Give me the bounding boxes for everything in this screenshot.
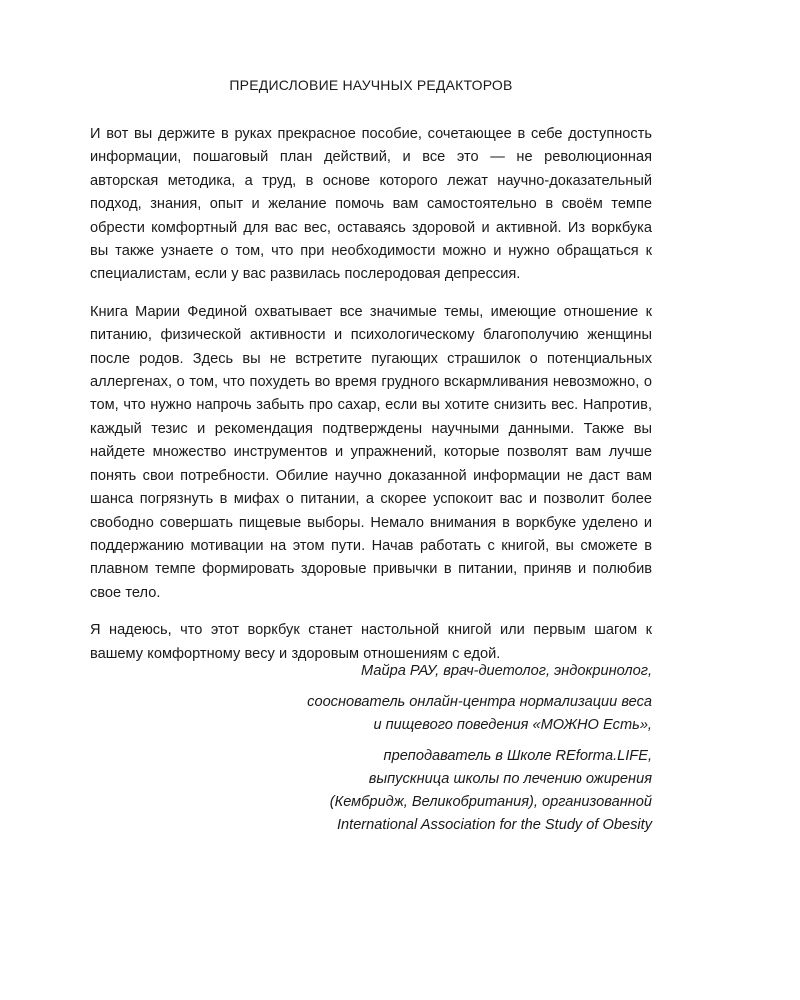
paragraph-3: Я надеюсь, что этот воркбук станет настольной книгой или первым шагом к вашему комфортному весу и здоровым отношениям с едой.	[90, 622, 652, 662]
paragraph-1: И вот вы держите в руках прекрасное пособие, сочетающее в себе доступность информации, пошаговый план действий, и все это — не революционная авторская методика, а труд, в основе которого лежат научно-доказательный подход, знания, опыт и желание помочь вам самостоятельно в своём темпе обрести комфортный для вас вес, оставаясь здоровой и активной. Из воркбука вы также узнаете о том, что при необходимости можно и нужно обращаться к специалистам, если у вас развилась послеродовая депрессия.	[90, 126, 652, 283]
signature-line-role-5: (Кембридж, Великобритания), организованной	[329, 794, 652, 810]
signature-line-role-3: преподаватель в Школе REforma.LIFE,	[383, 748, 652, 764]
signature-line-role-1: сооснователь онлайн-центра нормализации веса	[307, 694, 652, 710]
body-text	[90, 123, 652, 680]
signature-line-role-6: International Association for the Study of Obesity	[336, 817, 652, 833]
signature-block	[307, 660, 652, 837]
signature-line-role-2: и пищевого поведения «МОЖНО Есть»,	[373, 717, 652, 733]
signature-line-role-4: выпускница школы по лечению ожирения	[368, 771, 652, 787]
page-title: ПРЕДИСЛОВИЕ НАУЧНЫХ РЕДАКТОРОВ	[229, 77, 513, 93]
paragraph-2: Книга Марии Фединой охватывает все значимые темы, имеющие отношение к питанию, физической активности и психологическому благополучию женщины после родов. Здесь вы не встретите пугающих страшилок о потенциальных аллергенах, о том, что похудеть во время грудного вскармливания невозможно, о том, что нужно напрочь забыть про сахар, если вы хотите снизить вес. Напротив, каждый тезис и рекомендация подтверждены научными данными. Также вы найдете множество инструментов и упражнений, которые позволят вам лучше понять свои потребности. Обилие научно доказанной информации не даст вам шанса погрязнуть в мифах о питании, а скорее успокоит вас и позволит более свободно совершать пищевые выборы. Немало внимания в воркбуке уделено и поддержанию мотивации на этом пути. Начав работать с книгой, вы сможете в плавном темпе формировать здоровые привычки в питании, приняв и полюбив свое тело.	[90, 303, 652, 601]
signature-line-name: Майра РАУ, врач-диетолог, эндокринолог,	[361, 663, 652, 679]
